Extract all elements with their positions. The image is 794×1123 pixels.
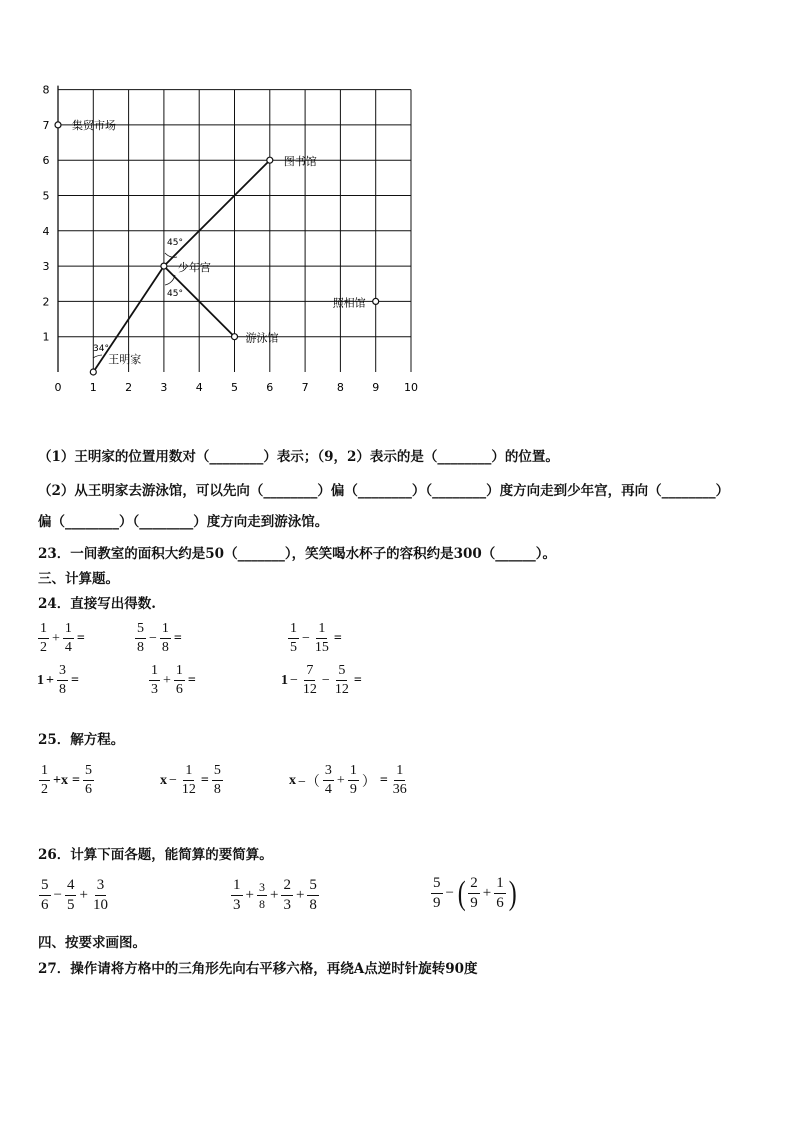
place-label: 集贸市场 xyxy=(72,118,116,132)
y-tick-label: 6 xyxy=(42,154,50,168)
place-label: 游泳馆 xyxy=(245,331,279,345)
y-tick-label: 4 xyxy=(42,224,50,238)
x-tick-label: 8 xyxy=(336,381,344,394)
place-marker xyxy=(373,298,379,304)
y-tick-label: 1 xyxy=(42,330,50,344)
q26-expr-3: $\frac{5}{9}$ − ( $\frac{2}{9}$ + $\frac{1}{6}$ ) xyxy=(433,874,517,912)
place-label: 图书馆 xyxy=(283,155,317,169)
question-23: 23．一间教室的面积大约是50（_______），笑笑喝水杯子的容积约是300（______）。 xyxy=(38,546,557,562)
x-tick-label: 4 xyxy=(195,381,203,394)
q24-expr-4: 1 + $\frac{3}{8}$ = xyxy=(37,663,79,697)
y-tick-label: 8 xyxy=(42,83,50,97)
question-22-part-2a: （2）从王明家去游泳馆，可以先向（________）偏（________）（________）度方向走到少年宫，再向（________） xyxy=(38,483,730,499)
question-24-title: 24．直接写出得数. xyxy=(38,596,156,612)
place-marker xyxy=(232,334,238,340)
question-27: 27．操作请将方格中的三角形先向右平移六格，再绕A点逆时针旋转90度 xyxy=(38,961,478,977)
question-25-title: 25．解方程。 xyxy=(38,732,125,748)
place-marker xyxy=(90,369,96,375)
route-line xyxy=(164,160,270,266)
place-marker xyxy=(55,122,61,128)
x-tick-label: 9 xyxy=(372,381,380,394)
angle-label-1: 45° xyxy=(167,238,183,248)
place-label: 王明家 xyxy=(108,353,142,366)
q24-expr-3: $\frac{1}{5}$ − $\frac{1}{15}$ = xyxy=(290,621,342,655)
q24-expr-2: $\frac{5}{8}$ − $\frac{1}{8}$ = xyxy=(137,621,182,655)
x-tick-label: 2 xyxy=(125,381,133,394)
place-label: 少年宫 xyxy=(177,261,211,275)
x-tick-label: 0 xyxy=(54,381,62,394)
q25-equation-1: $\frac{1}{2}$ +x = $\frac{5}{6}$ xyxy=(41,763,92,797)
q24-expr-5: $\frac{1}{3}$ + $\frac{1}{6}$ = xyxy=(151,663,196,697)
angle-label-2: 45° xyxy=(167,289,183,299)
x-tick-label: 5 xyxy=(231,381,238,394)
coordinate-map xyxy=(30,78,430,403)
y-tick-label: 2 xyxy=(42,295,50,309)
section-4-heading: 四、按要求画图。 xyxy=(38,935,146,951)
y-tick-label: 5 xyxy=(42,189,50,203)
place-marker xyxy=(267,157,273,163)
question-22-part-1: （1）王明家的位置用数对（________）表示；（9，2）表示的是（________）的位置。 xyxy=(38,449,559,465)
q24-expr-6: 1 − $\frac{7}{12}$ − $\frac{5}{12}$ = xyxy=(281,663,362,697)
angle-label-3: 34° xyxy=(93,344,109,354)
x-tick-label: 10 xyxy=(404,381,418,394)
q26-expr-1: $\frac{5}{6}$ − $\frac{4}{5}$ + $\frac{3}{10}$ xyxy=(41,877,108,913)
q26-expr-2: $\frac{1}{3}$ + $\frac{3}{8}$ + $\frac{2}{3}$ + $\frac{5}{8}$ xyxy=(233,877,317,913)
x-tick-label: 6 xyxy=(266,381,274,394)
place-label: 照相馆 xyxy=(332,296,366,310)
q25-equation-2: x − $\frac{1}{12}$ = $\frac{5}{8}$ xyxy=(160,763,221,797)
y-tick-label: 7 xyxy=(42,118,50,132)
question-26-title: 26．计算下面各题，能简算的要简算。 xyxy=(38,847,273,863)
q24-expr-1: $\frac{1}{2}$ + $\frac{1}{4}$ = xyxy=(40,621,85,655)
x-tick-label: 7 xyxy=(301,381,309,394)
q25-equation-3: x −（ $\frac{3}{4}$ + $\frac{1}{9}$ ） = $\frac{1}{36}$ xyxy=(289,763,407,797)
question-22-part-2b: 偏（________）（________）度方向走到游泳馆。 xyxy=(38,514,329,530)
x-tick-label: 1 xyxy=(89,381,97,394)
x-tick-label: 3 xyxy=(160,381,168,394)
angle-arc-3 xyxy=(93,355,102,358)
section-3-heading: 三、计算题。 xyxy=(38,571,119,587)
place-marker xyxy=(161,263,167,269)
y-tick-label: 3 xyxy=(42,260,50,274)
